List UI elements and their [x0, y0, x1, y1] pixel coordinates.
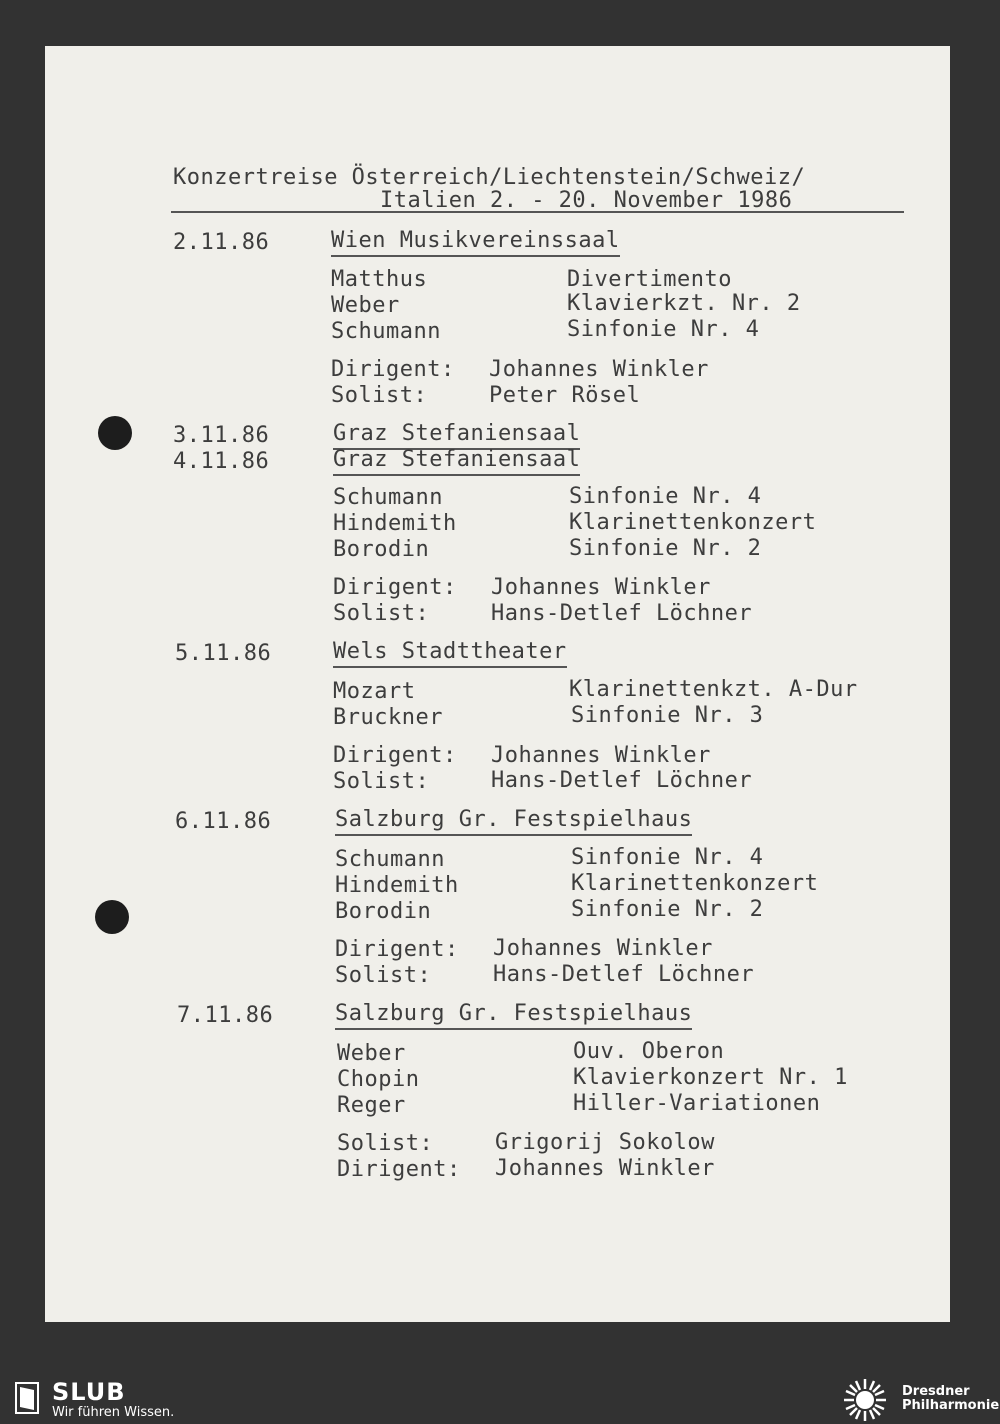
title-line-1: Konzertreise Österreich/Liechtenstein/Schweiz/ [173, 165, 806, 190]
credit-label: Dirigent: [337, 1157, 461, 1182]
program-composer: Borodin [333, 537, 430, 562]
program-work: Sinfonie Nr. 2 [569, 536, 762, 561]
program-composer: Borodin [335, 899, 432, 924]
program-composer: Schumann [335, 847, 445, 872]
title-underline [171, 211, 904, 213]
credit-label: Solist: [337, 1131, 434, 1156]
concert-date: 4.11.86 [173, 449, 270, 474]
credit-label: Solist: [335, 963, 432, 988]
program-work: Sinfonie Nr. 3 [571, 703, 764, 728]
footer-bar [0, 1374, 1000, 1424]
program-composer: Weber [331, 293, 400, 318]
program-work: Klavierkzt. Nr. 2 [567, 291, 801, 316]
credit-name: Grigorij Sokolow [495, 1130, 715, 1155]
concert-venue: Wien Musikvereinssaal [331, 228, 620, 257]
concert-venue: Salzburg Gr. Festspielhaus [335, 1001, 692, 1030]
program-work: Sinfonie Nr. 2 [571, 897, 764, 922]
program-composer: Reger [337, 1093, 406, 1118]
program-work: Sinfonie Nr. 4 [567, 317, 760, 342]
credit-label: Dirigent: [333, 743, 457, 768]
title-line-2: Italien 2. - 20. November 1986 [380, 188, 793, 213]
credit-label: Dirigent: [333, 575, 457, 600]
slub-logo-icon[interactable] [12, 1380, 42, 1416]
credit-label: Solist: [333, 601, 430, 626]
concert-venue: Wels Stadttheater [333, 639, 567, 668]
program-composer: Bruckner [333, 705, 443, 730]
partner-name [902, 1385, 999, 1413]
credit-name: Hans-Detlef Löchner [491, 601, 753, 626]
library-name[interactable]: SLUB [52, 1378, 126, 1406]
credit-name: Johannes Winkler [491, 575, 711, 600]
concert-date: 2.11.86 [173, 230, 270, 255]
program-work: Klarinettenkonzert [569, 510, 817, 535]
credit-label: Solist: [331, 383, 428, 408]
program-composer: Hindemith [335, 873, 459, 898]
program-composer: Chopin [337, 1067, 420, 1092]
program-work: Klarinettenkonzert [571, 871, 819, 896]
credit-label: Solist: [333, 769, 430, 794]
partner-name-line-2: Philharmonie [902, 1398, 1000, 1413]
philharmonie-logo-icon[interactable] [842, 1377, 888, 1423]
credit-name: Johannes Winkler [489, 357, 709, 382]
program-composer: Schumann [331, 319, 441, 344]
program-composer: Mozart [333, 679, 416, 704]
credit-name: Hans-Detlef Löchner [493, 962, 755, 987]
program-work: Klavierkonzert Nr. 1 [573, 1065, 848, 1090]
concert-date: 3.11.86 [173, 423, 270, 448]
credit-name: Hans-Detlef Löchner [491, 768, 753, 793]
concert-date: 7.11.86 [177, 1003, 274, 1028]
program-composer: Weber [337, 1041, 406, 1066]
concert-venue: Salzburg Gr. Festspielhaus [335, 807, 692, 836]
program-work: Ouv. Oberon [573, 1039, 725, 1064]
program-work: Hiller-Variationen [573, 1091, 821, 1116]
program-work: Sinfonie Nr. 4 [571, 845, 764, 870]
library-tagline: Wir führen Wissen. [52, 1405, 175, 1420]
program-composer: Hindemith [333, 511, 457, 536]
credit-label: Dirigent: [335, 937, 459, 962]
concert-date: 6.11.86 [175, 809, 272, 834]
punch-hole-bottom [95, 900, 129, 934]
punch-hole-top [98, 416, 132, 450]
program-work: Klarinettenkzt. A-Dur [569, 677, 858, 702]
credit-name: Johannes Winkler [495, 1156, 715, 1181]
partner-name-line-1: Dresdner [902, 1384, 970, 1399]
program-work: Divertimento [567, 267, 732, 292]
program-composer: Schumann [333, 485, 443, 510]
program-composer: Matthus [331, 267, 428, 292]
concert-date: 5.11.86 [175, 641, 272, 666]
credit-name: Johannes Winkler [493, 936, 713, 961]
credit-label: Dirigent: [331, 357, 455, 382]
concert-venue: Graz Stefaniensaal [333, 447, 580, 476]
credit-name: Johannes Winkler [491, 743, 711, 768]
credit-name: Peter Rösel [489, 383, 641, 408]
program-work: Sinfonie Nr. 4 [569, 484, 762, 509]
concert-venue: Graz Stefaniensaal [333, 421, 580, 450]
